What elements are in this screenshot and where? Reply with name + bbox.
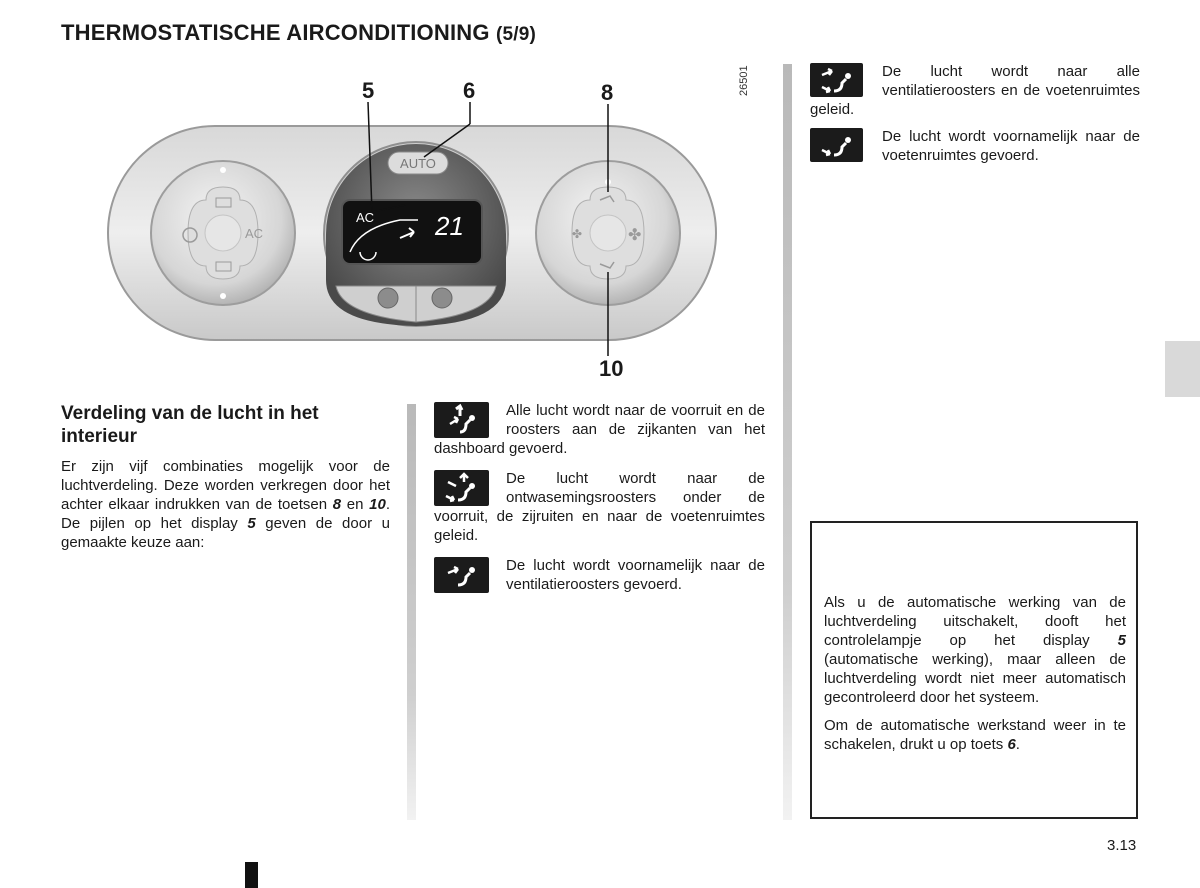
intro-text-a: Er zijn vijf combinaties mogelijk voor de luchtverdeling. Deze worden verkregen door het achter elkaar indrukken van de toetsen	[61, 458, 390, 513]
intro-text-d: geven de door u gemaakte keuze aan:	[61, 515, 390, 551]
control-panel-illustration	[100, 60, 740, 380]
demist-and-footwell-icon	[434, 470, 489, 506]
intro-ref-5: 5	[247, 515, 256, 532]
svg-text:✤: ✤	[572, 227, 583, 241]
svg-text:✤: ✤	[628, 227, 642, 244]
svg-text:AC: AC	[245, 226, 264, 241]
mode-item	[434, 469, 765, 545]
note-ref-6: 6	[1007, 736, 1016, 753]
mode-text: Alle lucht wordt naar de voorruit en de roosters aan de zijkanten van het dashboard gevoerd.	[434, 402, 765, 457]
note-text-d: .	[1015, 736, 1020, 753]
display-ac-label: AC	[356, 210, 375, 225]
intro-ref-8: 8	[332, 496, 342, 513]
section-intro	[61, 457, 390, 552]
page-title-part: (5/9)	[495, 24, 537, 45]
mode-list-middle	[434, 401, 765, 594]
page-edge-mark	[245, 862, 258, 888]
note-text-b: (automatische werking), maar alleen de luchtverdeling wordt niet meer automatisch gecontroleerd door het systeem.	[824, 651, 1126, 706]
auto-button-label: AUTO	[400, 156, 436, 171]
figure-code: 26501	[738, 65, 750, 96]
footwell-icon	[810, 128, 863, 162]
page-title	[61, 20, 536, 46]
note-text-a: Als u de automatische werking van de luchtverdeling uitschakelt, dooft het controlelampje op het display	[824, 594, 1126, 649]
note-paragraph-1	[824, 593, 1126, 707]
mode-item	[434, 401, 765, 458]
column-divider-right	[783, 64, 792, 820]
mode-item	[810, 62, 1140, 119]
vents-and-footwell-icon	[810, 63, 863, 97]
intro-ref-10: 10	[369, 496, 386, 513]
callout-6: 6	[463, 78, 476, 103]
note-box	[810, 521, 1138, 819]
display-temperature: 21	[435, 211, 464, 241]
mode-text: De lucht wordt naar de ontwasemingsroosters onder de voorruit, de zijruiten en naar de voetenruimtes geleid.	[434, 470, 765, 544]
callout-8: 8	[601, 80, 614, 105]
intro-text-c: . De pijlen op het display	[61, 496, 390, 532]
mode-item	[810, 127, 1140, 165]
mode-list-right	[810, 62, 1140, 165]
note-ref-5: 5	[1117, 632, 1126, 649]
windscreen-and-side-vents-icon	[434, 402, 489, 438]
mode-text: De lucht wordt voornamelijk naar de voetenruimtes gevoerd.	[882, 128, 1140, 164]
vents-icon	[434, 557, 489, 593]
column-divider-middle	[407, 404, 416, 820]
mode-text: De lucht wordt naar alle ventilatieroosters en de voetenruimtes geleid.	[810, 63, 1140, 118]
page-number: 3.13	[1107, 837, 1137, 854]
section-heading: Verdeling van de lucht in het interieur	[61, 403, 319, 447]
mode-item	[434, 556, 765, 594]
chapter-tab	[1165, 341, 1200, 397]
note-text-c: Om de automatische werkstand weer in te schakelen, drukt u op toets	[824, 717, 1126, 753]
note-paragraph-2	[824, 716, 1126, 754]
callout-5: 5	[362, 78, 375, 103]
intro-text-b: en	[341, 496, 370, 513]
mode-text: De lucht wordt voornamelijk naar de ventilatieroosters gevoerd.	[506, 557, 765, 593]
callout-10: 10	[599, 356, 624, 381]
control-panel-figure	[100, 60, 740, 380]
page-title-text: THERMOSTATISCHE AIRCONDITIONING	[61, 20, 490, 45]
